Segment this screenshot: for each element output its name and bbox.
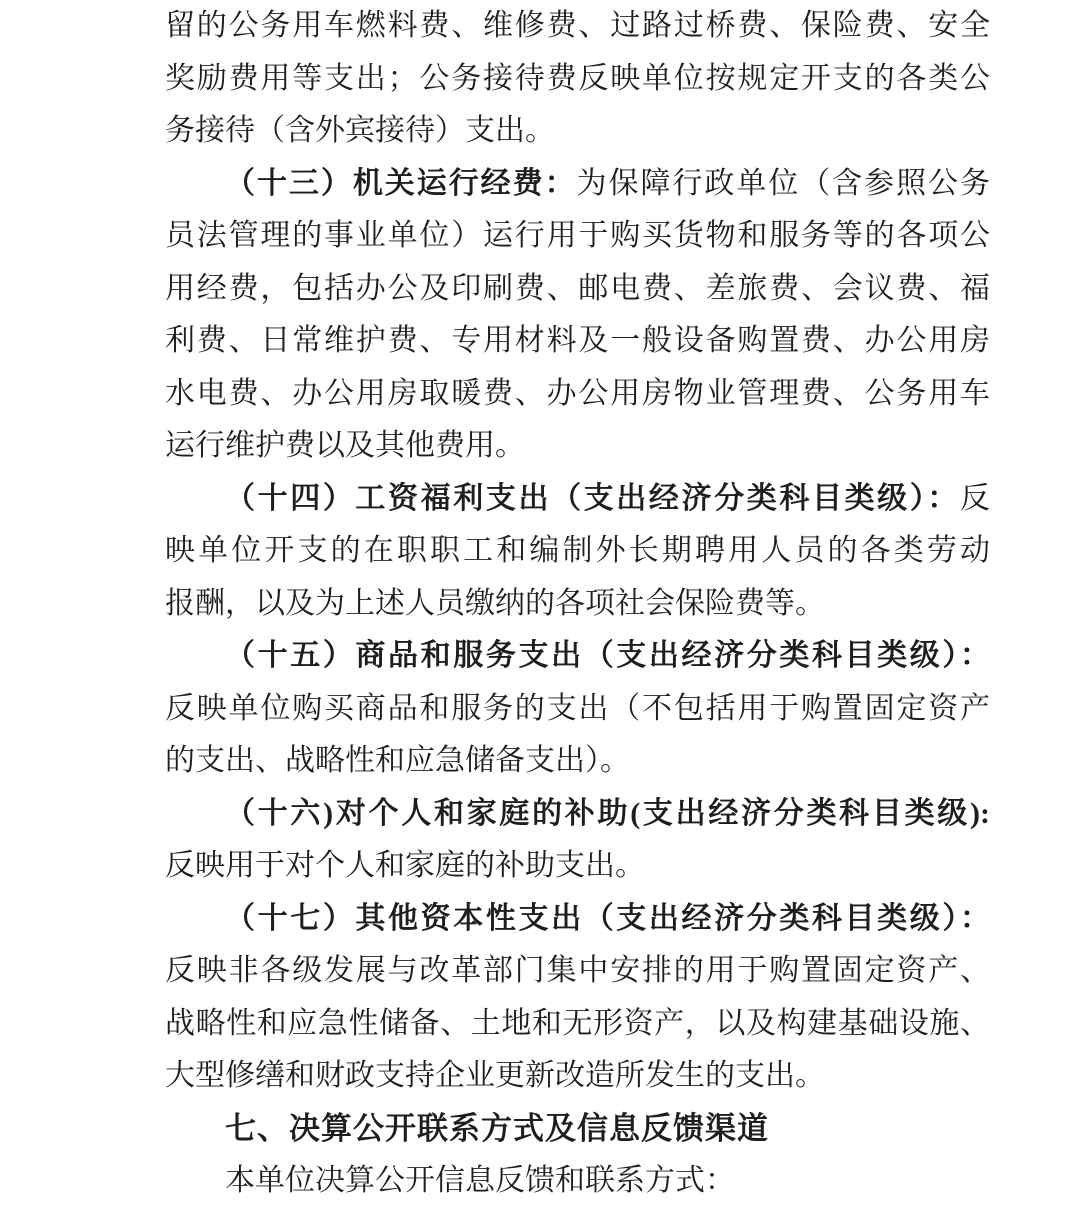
line-text: 留的公务用车燃料费、维修费、过路过桥费、保险费、安全 xyxy=(165,9,990,42)
line-text: 战略性和应急性储备、土地和无形资产，以及构建基础设施、 xyxy=(165,1006,990,1040)
section-heading-text: 七、决算公开联系方式及信息反馈渠道 xyxy=(225,1110,769,1146)
text-line xyxy=(165,420,990,473)
line-lead: （十三）机关运行经费： xyxy=(225,166,577,200)
text-line xyxy=(165,735,990,788)
text-line xyxy=(165,683,990,736)
line-text: 务接待（含外宾接待）支出。 xyxy=(165,114,555,147)
text-line xyxy=(165,525,990,578)
line-text: 的支出、战略性和应急储备支出）。 xyxy=(165,744,630,777)
text-line xyxy=(165,0,990,53)
text-line xyxy=(165,945,990,998)
text-line xyxy=(165,315,990,368)
line-text: 用经费，包括办公及印刷费、邮电费、差旅费、会议费、福 xyxy=(165,271,990,305)
line-text: 运行维护费以及其他费用。 xyxy=(165,429,525,462)
line-lead: （十七）其他资本性支出（支出经济分类科目类级）： xyxy=(225,901,990,935)
line-text: 报酬，以及为上述人员缴纳的各项社会保险费等。 xyxy=(165,586,825,620)
line-text: 奖励费用等支出；公务接待费反映单位按规定开支的各类公 xyxy=(165,61,990,95)
text-line xyxy=(165,578,990,631)
text-line xyxy=(165,210,990,263)
text-line xyxy=(165,1050,990,1103)
text-line-clause-15 xyxy=(165,630,990,683)
text-line xyxy=(165,840,990,893)
text-line xyxy=(165,1155,990,1208)
text-line-clause-16 xyxy=(165,788,990,841)
line-text: 反 xyxy=(960,481,990,515)
section-heading xyxy=(165,1103,990,1156)
line-text: 水电费、办公用房取暖费、办公用房物业管理费、公务用车 xyxy=(165,376,990,410)
line-text: 为保障行政单位（含参照公务 xyxy=(576,166,990,200)
line-lead: （十四）工资福利支出（支出经济分类科目类级）： xyxy=(225,481,960,515)
line-text: 反映单位购买商品和服务的支出（不包括用于购置固定资产 xyxy=(165,691,990,725)
text-line-clause-14 xyxy=(165,473,990,526)
text-line xyxy=(165,368,990,421)
line-text: 反映用于对个人和家庭的补助支出。 xyxy=(165,849,645,882)
text-line xyxy=(165,53,990,106)
line-lead: （十六)对个人和家庭的补助(支出经济分类科目类级): xyxy=(225,796,990,830)
line-text: 员法管理的事业单位）运行用于购买货物和服务等的各项公 xyxy=(165,219,990,252)
line-text: 利费、日常维护费、专用材料及一般设备购置费、办公用房 xyxy=(165,324,990,357)
text-line-clause-17 xyxy=(165,893,990,946)
line-lead: （十五）商品和服务支出（支出经济分类科目类级）： xyxy=(225,639,990,672)
text-line xyxy=(165,263,990,316)
line-text: 映单位开支的在职职工和编制外长期聘用人员的各类劳动 xyxy=(165,534,990,567)
text-line xyxy=(165,105,990,158)
line-text: 反映非各级发展与改革部门集中安排的用于购置固定资产、 xyxy=(165,954,990,987)
text-line xyxy=(165,998,990,1051)
line-text: 大型修缮和财政支持企业更新改造所发生的支出。 xyxy=(165,1059,825,1092)
line-text: 本单位决算公开信息反馈和联系方式： xyxy=(225,1164,735,1197)
text-line-clause-13 xyxy=(165,158,990,211)
